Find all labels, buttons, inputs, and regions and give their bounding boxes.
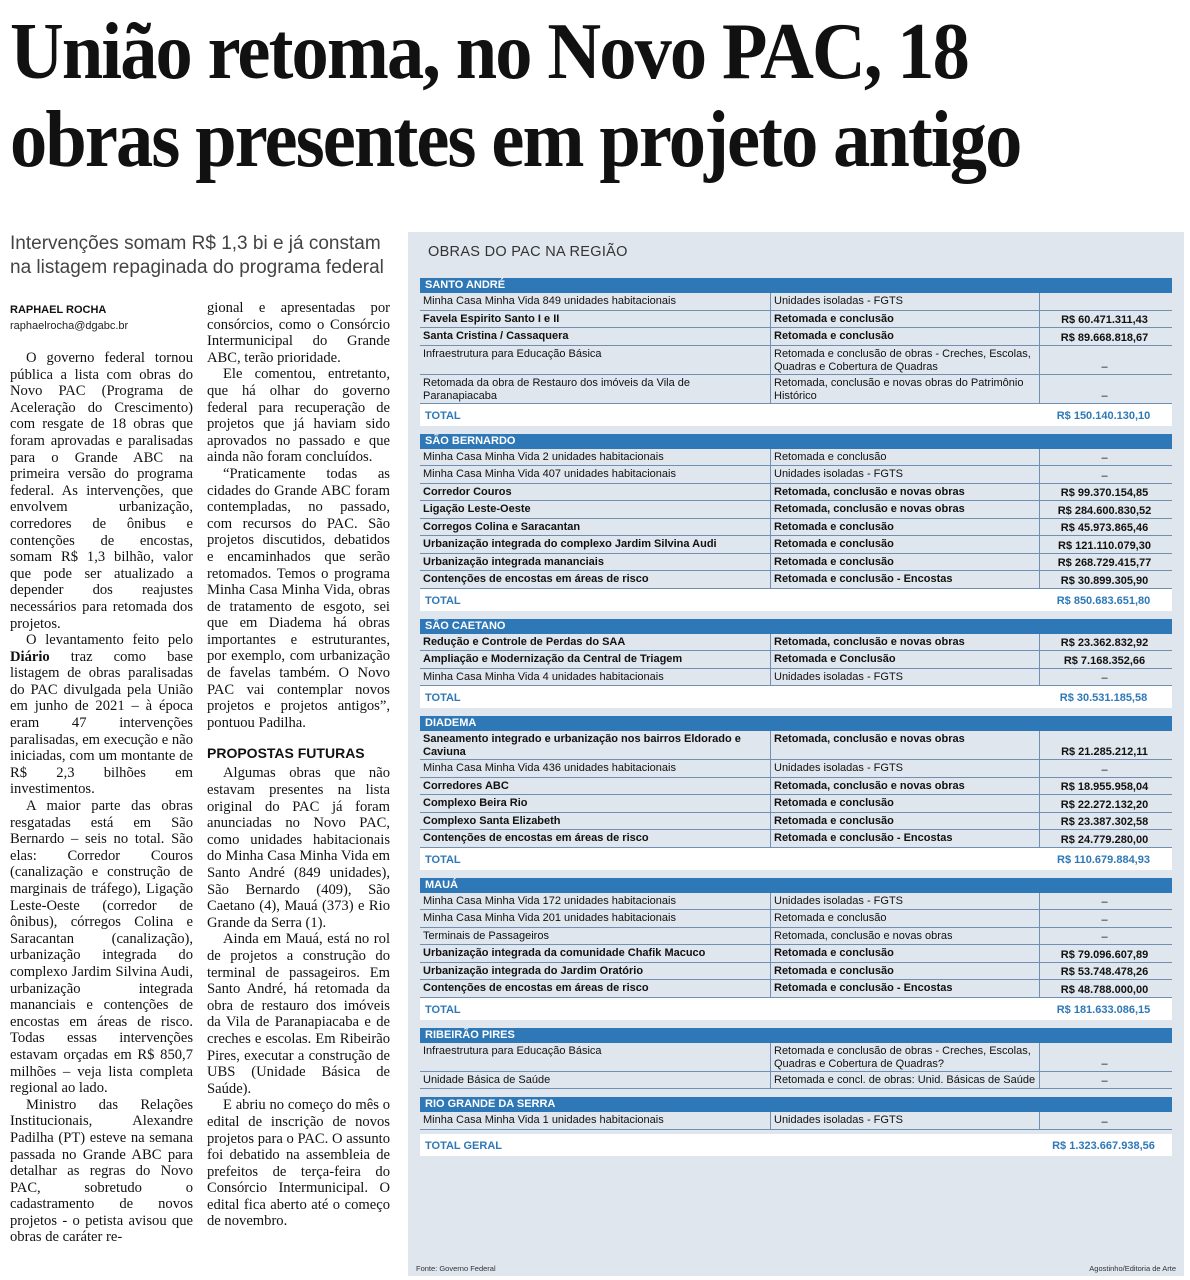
work-type: Retomada, conclusão e novas obras [770,778,1039,795]
work-value: R$ 99.370.154,85 [1039,484,1172,501]
work-type: Retomada, conclusão e novas obras do Patrimônio Histórico [770,375,1039,403]
total-value: R$ 30.531.185,58 [1059,692,1148,704]
region-total-row [420,998,1172,1020]
infographic-footer [416,1264,1176,1273]
work-type: Unidades isoladas - FGTS [770,669,1039,686]
region-section [420,619,1172,709]
work-value: – [1039,1043,1172,1071]
table-row [420,449,1172,467]
work-type: Retomada e conclusão - Encostas [770,571,1039,588]
work-name: Santa Cristina / Cassaquera [423,330,569,342]
work-name: Corregos Colina e Saracantan [423,520,581,533]
work-name: Minha Casa Minha Vida 1 unidades habitacionais [423,1114,664,1126]
table-row [420,963,1172,981]
work-name: Minha Casa Minha Vida 4 unidades habitacionais [423,670,664,683]
table-row [420,554,1172,572]
work-value: – [1039,669,1172,686]
work-value: R$ 48.788.000,00 [1039,980,1172,997]
work-name: Terminais de Passageiros [423,929,549,942]
work-value: R$ 53.748.478,26 [1039,963,1172,980]
work-value: – [1039,760,1172,777]
region-section [420,1028,1172,1090]
total-label: TOTAL [425,1003,461,1016]
work-name: Infraestrutura para Educação Básica [423,1044,602,1057]
table-row [420,1112,1172,1130]
work-name: Complexo Beira Rio [423,797,528,809]
total-value: R$ 181.633.086,15 [1056,1003,1151,1016]
table-row [420,501,1172,519]
paragraph: O governo federal tornou pública a lista com obras do Novo PAC (Programa de Aceleração do Crescimento) com resgate de 18 obras que foram aprovadas e paralisadas para o Grande ABC na primeira versão do programa federal. As intervenções, que envolvem urbanização, corredores de ônibus e contenções de encostas, somam R$ 1,3 bilhão, valor que pode ser atualizado a depender dos reajustes necessários para retomada dos projetos. [10,350,193,632]
grand-total-row [420,1134,1172,1156]
work-value [1039,293,1172,310]
work-value: – [1039,466,1172,483]
paragraph: “Praticamente todas as cidades do Grande ABC foram contempladas, no passado, com recursos do PAC. São projetos discutidos, debatidos e encaminhados que serão retomados. Temos o programa Minha Casa Minha Vida, obras de tratamento de esgoto, sei que em Diadema há obras importantes e estruturantes, por exemplo, com urbanização de favelas também. O Novo PAC vai contemplar novos projetos e projetos antigos”, pontuou Padilha. [207,465,390,731]
work-type: Retomada e conclusão [770,554,1039,571]
work-name: Favela Espirito Santo I e II [423,312,560,325]
works-table [420,278,1172,1156]
headline [10,8,1103,184]
work-value: – [1039,1112,1172,1129]
work-value: R$ 22.272.132,20 [1039,795,1172,812]
region-section [420,434,1172,611]
work-type: Retomada e conclusão - Encostas [770,830,1039,847]
table-row [420,731,1172,760]
work-name: Urbanização integrada da comunidade Chafik Macuco [423,947,706,959]
region-section [420,878,1172,1020]
work-value: – [1039,375,1172,403]
work-type: Retomada e conclusão [770,536,1039,553]
work-value: R$ 79.096.607,89 [1039,945,1172,962]
work-type: Retomada, conclusão e novas obras [770,731,1039,759]
author-email[interactable]: raphaelrocha@dgabc.br [10,320,129,332]
work-value: – [1039,1072,1172,1089]
work-value: R$ 7.168.352,66 [1039,651,1172,668]
work-name: Redução e Controle de Perdas do SAA [423,635,626,648]
region-total-row [420,404,1172,426]
infographic-panel [408,232,1184,1276]
work-name: Urbanização integrada do Jardim Oratório [423,964,644,977]
table-row [420,651,1172,669]
work-type: Unidades isoladas - FGTS [770,893,1039,910]
region-header: MAUÁ [420,878,1172,893]
table-row [420,980,1172,998]
work-name: Complexo Santa Elizabeth [423,814,561,827]
work-name: Urbanização integrada do complexo Jardim Silvina Audi [423,538,717,550]
table-row [420,669,1172,687]
paragraph: gional e apresentadas por consórcios, como o Consórcio Intermunicipal do Grande ABC, terão prioridade. [207,300,390,366]
work-type: Retomada e conclusão de obras - Creches, Escolas, Quadras e Cobertura de Quadras [770,346,1039,374]
work-value: – [1039,928,1172,945]
work-value: R$ 284.600.830,52 [1039,501,1172,518]
work-value: R$ 18.955.958,04 [1039,778,1172,795]
table-row [420,760,1172,778]
work-name: Minha Casa Minha Vida 201 unidades habitacionais [423,912,676,924]
work-name: Contenções de encostas em áreas de risco [423,832,649,844]
work-name: Minha Casa Minha Vida 172 unidades habitacionais [423,894,676,907]
source-note: Fonte: Governo Federal [416,1264,496,1273]
region-section [420,278,1172,426]
total-value: R$ 850.683.651,80 [1056,594,1151,607]
table-row [420,893,1172,911]
work-type: Retomada e conclusão [770,795,1039,812]
work-type: Retomada e conclusão [770,449,1039,466]
work-name: Minha Casa Minha Vida 2 unidades habitacionais [423,450,664,463]
work-name: Unidade Básica de Saúde [423,1073,551,1086]
table-row [420,795,1172,813]
work-type: Retomada e conclusão de obras - Creches, Escolas, Quadras e Cobertura de Quadras? [770,1043,1039,1071]
grand-total-label: TOTAL GERAL [425,1139,502,1152]
byline [10,302,200,334]
table-row [420,945,1172,963]
work-value: R$ 23.387.302,58 [1039,813,1172,830]
work-type: Retomada e conclusão [770,328,1039,345]
table-row [420,519,1172,537]
headline-line-1: União retoma, no Novo PAC, 18 [10,8,968,96]
work-value: R$ 60.471.311,43 [1039,311,1172,328]
region-header: RIO GRANDE DA SERRA [420,1097,1172,1112]
paragraph: Ele comentou, entretanto, que há olhar do governo federal para recuperação de projetos que já haviam sido aprovados no passado e que ainda não foram concluídos. [207,366,390,466]
table-row [420,536,1172,554]
paragraph: Algumas obras que não estavam presentes na lista original do PAC já foram anunciadas no Novo PAC, como unidades habitacionais do Minha Casa Minha Vida em Santo André (849 unidades), São Bernardo (409), São Caetano (4), Mauá (373) e Rio Grande da Serra (1). [207,765,390,931]
work-value: R$ 21.285.212,11 [1039,731,1172,759]
work-name: Contenções de encostas em áreas de risco [423,982,649,994]
work-type: Retomada e conclusão - Encostas [770,980,1039,997]
region-total-row [420,686,1172,708]
work-type: Retomada e conclusão [770,963,1039,980]
region-header: SÃO CAETANO [420,619,1172,634]
article-column-1 [10,350,193,1246]
table-row [420,328,1172,346]
total-label: TOTAL [425,594,461,607]
paragraph: O levantamento feito pelo Diário traz como base listagem de obras paralisadas do PAC divulgada pela União em junho de 2021 – à época eram 47 intervenções paralisadas, em execução e não iniciadas, com um montante de R$ 2,3 bilhões em investimentos. [10,632,193,798]
infographic-title: OBRAS DO PAC NA REGIÃO [428,244,628,260]
table-row [420,928,1172,946]
work-type: Unidades isoladas - FGTS [770,760,1039,777]
work-value: – [1039,449,1172,466]
work-name: Corredor Couros [423,485,512,498]
table-row [420,466,1172,484]
newspaper-name: Diário [10,648,50,665]
work-value: – [1039,346,1172,374]
work-name: Corredores ABC [423,779,509,792]
table-row [420,293,1172,311]
grand-total-value: R$ 1.323.667.938,56 [1052,1139,1155,1152]
paragraph: A maior parte das obras resgatadas está em São Bernardo – seis no total. São elas: Corredor Couros (canalização e construção de marginais de tráfego), Ligação Leste-Oeste (corredor de ônibus), córregos Colina e Saracantan (canalização), urbanização integrada do complexo Jardim Silvina Audi, urbanização integrada mananciais e contenções de encostas em áreas de risco. Todas essas intervenções estavam orçadas em R$ 850,7 milhões – veja lista completa regional ao lado. [10,798,193,1097]
article-column-2 [207,300,390,1230]
paragraph: Ministro das Relações Institucionais, Alexandre Padilha (PT) esteve na semana passada no Grande ABC para detalhar as regras do Novo PAC, sobretudo o cadastramento de novos projetos - o petista avisou que obras de caráter re- [10,1096,193,1246]
paragraph: E abriu no começo do mês o edital de inscrição de novos projetos para o PAC. O assunto foi debatido na assembleia de prefeitos de terça-feira do Consórcio Intermunicipal. O edital fica aberto até o começo de novembro. [207,1097,390,1230]
table-row [420,346,1172,375]
total-label: TOTAL [425,853,461,866]
work-name: Contenções de encostas em áreas de risco [423,573,649,585]
table-row [420,813,1172,831]
work-name: Saneamento integrado e urbanização nos bairros Eldorado e Caviuna [423,733,741,758]
work-name: Urbanização integrada mananciais [423,555,604,568]
region-header: DIADEMA [420,716,1172,731]
work-type: Retomada e conclusão [770,945,1039,962]
region-section [420,716,1172,870]
work-type: Retomada, conclusão e novas obras [770,484,1039,501]
paragraph: Ainda em Mauá, está no rol de projetos a construção do terminal de passageiros. Em Santo André, há retomada da obra de restauro dos imóveis da Vila de Paranapiacaba e de creches e escolas. Em Ribeirão Pires, executar a construção de UBS (Unidade Básica de Saúde). [207,931,390,1097]
table-row [420,830,1172,848]
headline-line-2: obras presentes em projeto antigo [10,96,1021,184]
work-value: – [1039,893,1172,910]
table-row [420,1072,1172,1090]
work-value: R$ 45.973.865,46 [1039,519,1172,536]
table-row [420,484,1172,502]
table-row [420,571,1172,589]
work-type: Retomada e conclusão [770,311,1039,328]
total-value: R$ 110.679.884,93 [1057,853,1150,866]
section-subtitle: PROPOSTAS FUTURAS [207,745,365,762]
work-value: – [1039,910,1172,927]
work-value: R$ 30.899.305,90 [1039,571,1172,588]
region-total-row [420,848,1172,870]
work-type: Retomada e concl. de obras: Unid. Básicas de Saúde [770,1072,1039,1089]
work-type: Retomada, conclusão e novas obras [770,928,1039,945]
work-type: Retomada, conclusão e novas obras [770,634,1039,651]
region-total-row [420,589,1172,611]
work-name: Ampliação e Modernização da Central de Triagem [423,653,683,665]
region-section [420,1097,1172,1130]
work-type: Retomada e conclusão [770,519,1039,536]
work-name: Minha Casa Minha Vida 436 unidades habitacionais [423,762,676,774]
region-header: SANTO ANDRÉ [420,278,1172,293]
table-row [420,910,1172,928]
work-type: Retomada e Conclusão [770,651,1039,668]
work-type: Unidades isoladas - FGTS [770,293,1039,310]
work-value: R$ 268.729.415,77 [1039,554,1172,571]
total-value: R$ 150.140.130,10 [1056,409,1151,422]
work-name: Infraestrutura para Educação Básica [423,347,602,360]
work-type: Unidades isoladas - FGTS [770,1112,1039,1129]
work-name: Minha Casa Minha Vida 849 unidades habitacionais [423,295,676,307]
work-type: Retomada e conclusão [770,910,1039,927]
region-header: SÃO BERNARDO [420,434,1172,449]
author-name: RAPHAEL ROCHA [10,304,107,316]
work-name: Retomada da obra de Restauro dos imóveis da Vila de Paranapiacaba [423,376,691,402]
region-header: RIBEIRÃO PIRES [420,1028,1172,1043]
total-label: TOTAL [425,692,461,704]
work-name: Ligação Leste-Oeste [423,503,531,515]
work-type: Retomada e conclusão [770,813,1039,830]
subhead: Intervenções somam R$ 1,3 bi e já constam na listagem repaginada do programa federal [10,233,384,278]
work-value: R$ 23.362.832,92 [1039,634,1172,651]
work-type: Retomada, conclusão e novas obras [770,501,1039,518]
art-credit: Agostinho/Editoria de Arte [1089,1264,1176,1273]
table-row [420,778,1172,796]
table-row [420,1043,1172,1072]
work-value: R$ 89.668.818,67 [1039,328,1172,345]
work-value: R$ 24.779.280,00 [1039,830,1172,847]
total-label: TOTAL [425,409,461,422]
table-row [420,311,1172,329]
work-type: Unidades isoladas - FGTS [770,466,1039,483]
work-value: R$ 121.110.079,30 [1039,536,1172,553]
table-row [420,375,1172,404]
work-name: Minha Casa Minha Vida 407 unidades habitacionais [423,468,676,480]
table-row [420,634,1172,652]
